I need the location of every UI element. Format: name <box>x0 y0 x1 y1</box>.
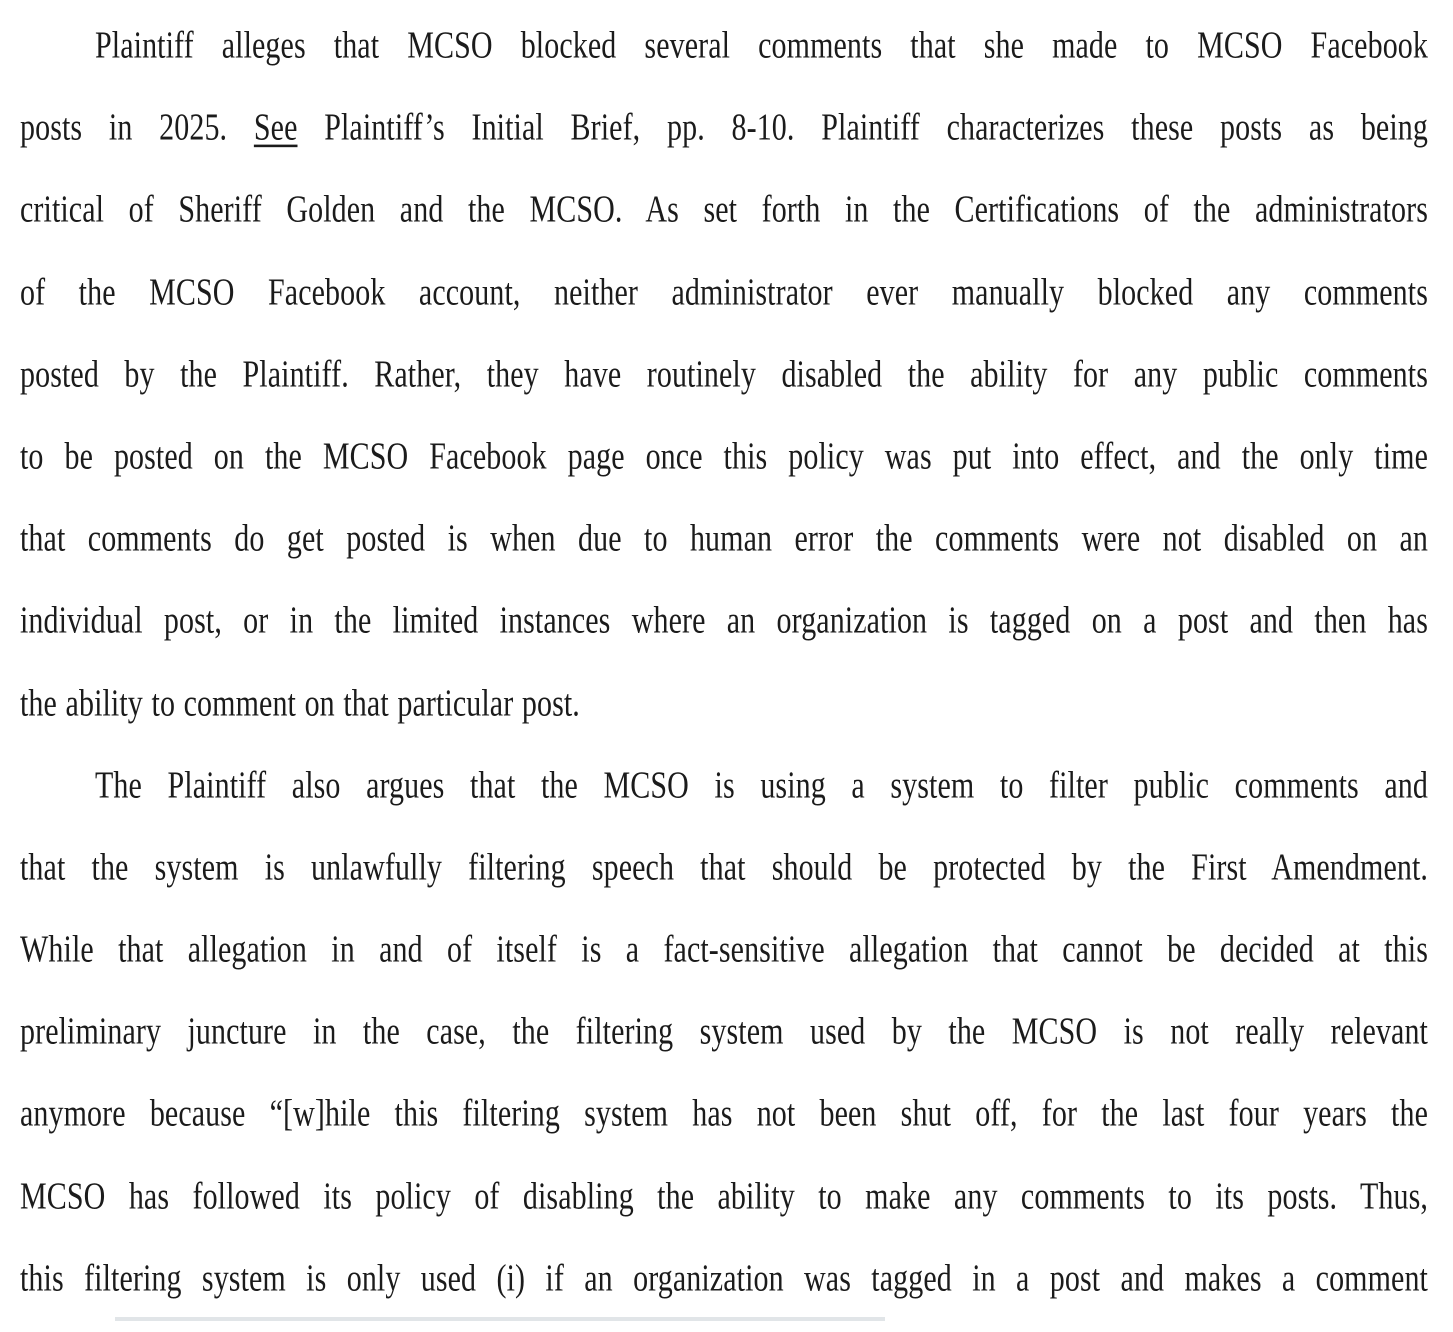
text-segment: individual post, or in the limited instances where an organization is tagged on a post and then has <box>20 599 1428 642</box>
text-segment: of the MCSO Facebook account, neither administrator ever manually blocked any comments <box>20 270 1428 314</box>
text-segment: this filtering system is only used (i) if an organization was tagged in a post and makes a comment <box>20 1257 1428 1300</box>
text-segment: posted by the Plaintiff. Rather, they have routinely disabled the ability for any public comments <box>20 352 1428 396</box>
text-segment: MCSO has followed its policy of disabling the ability to make any comments to its posts. Thus, <box>20 1174 1428 1218</box>
scan-artifact-bar <box>115 1317 885 1321</box>
text-segment: the ability to comment on that particular post. <box>20 681 580 724</box>
text-segment: posts in 2025. <box>20 106 254 149</box>
text-segment: that comments do get posted is when due to human error the comments were not disabled on an <box>20 517 1428 560</box>
citation-see-underlined: See <box>253 106 298 149</box>
text-segment: While that allegation in and of itself is a fact-sensitive allegation that cannot be decided at this <box>20 928 1428 971</box>
text-segment: The Plaintiff also argues that the MCSO is using a system to filter public comments and <box>95 763 1428 807</box>
text-segment: Plaintiff alleges that MCSO blocked several comments that she made to MCSO Facebook <box>95 24 1428 67</box>
text-segment: preliminary juncture in the case, the filtering system used by the MCSO is not really relevant <box>20 1010 1428 1053</box>
text-segment: Plaintiff’s Initial Brief, pp. 8-10. Plaintiff characterizes these posts as being <box>297 106 1428 149</box>
text-segment: to be posted on the MCSO Facebook page once this policy was put into effect, and the only time <box>20 435 1428 478</box>
text-segment: critical of Sheriff Golden and the MCSO. As set forth in the Certifications of the administrators <box>20 188 1428 231</box>
text-segment: that the system is unlawfully filtering speech that should be protected by the First Amendment. <box>20 846 1428 889</box>
text-line <box>20 1226 1428 1331</box>
text-segment: anymore because “[w]hile this filtering system has not been shut off, for the last four years the <box>20 1092 1428 1135</box>
